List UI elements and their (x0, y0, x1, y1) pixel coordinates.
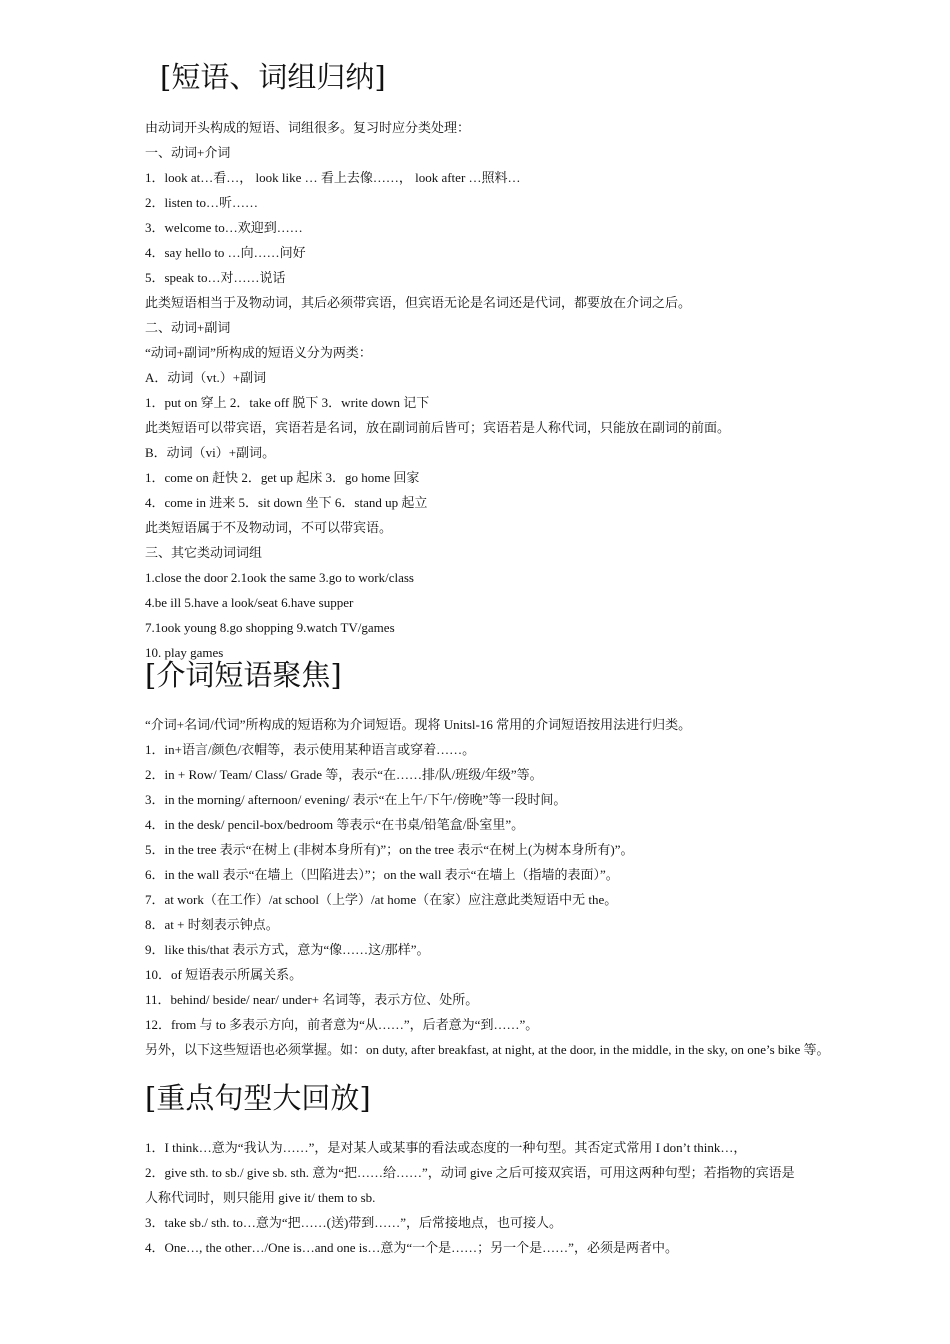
text-line: “动词+副词”所构成的短语义分为两类： (145, 345, 372, 360)
text-line: 3．welcome to…欢迎到…… (145, 220, 303, 235)
text-line: 6．in the wall 表示“在墙上（凹陷进去）”；on the wall 表示“在墙上（指墙的表面）”。 (145, 867, 619, 882)
text-line: 此类短语可以带宾语，宾语若是名词，放在副词前后皆可；宾语若是人称代词，只能放在副词的前面。 (145, 420, 731, 435)
section-title-sentence-patterns: [重点句型大回放] (145, 1081, 371, 1115)
text-line: 11．behind/ beside/ near/ under+ 名词等，表示方位、处所。 (145, 992, 479, 1007)
text-line: 10. play games (145, 645, 224, 660)
text-line: B．动词（vi）+副词。 (145, 445, 276, 460)
text-line: 10．of 短语表示所属关系。 (145, 967, 303, 982)
text-line: 5．speak to…对……说话 (145, 270, 286, 285)
text-line: 4.be ill 5.have a look/seat 6.have supper (145, 595, 354, 610)
text-line: 4．say hello to …向……问好 (145, 245, 306, 260)
text-line: 4．One…, the other…/One is…and one is…意为“一个是……；另一个是……”，必须是两者中。 (145, 1240, 678, 1255)
text-paragraph: 另外，以下这些短语也必须掌握。如：on duty, after breakfast, at night, at the door, in the middle, in the sky, on one’s bike 等。 (145, 1042, 830, 1057)
text-line: 7．at work（在工作）/at school（上学）/at home（在家）应注意此类短语中无 the。 (145, 892, 618, 907)
text-line: 8．at + 时刻表示钟点。 (145, 917, 279, 932)
text-line: 1．I think…意为“我认为……”，是对某人或某事的看法或态度的一种句型。其否定式常用 I don’t think…， (145, 1140, 747, 1155)
text-line: 2．give sth. to sb./ give sb. sth. 意为“把……给……”，动词 give 之后可接双宾语，可用这两种句型；若指物的宾语是 (145, 1165, 795, 1180)
text-line: 4．in the desk/ pencil-box/bedroom 等表示“在书桌/铅笔盒/卧室里”。 (145, 817, 525, 832)
text-line: 1．look at…看…， look like … 看上去像……， look after …照料… (145, 170, 521, 185)
text-line: 1．come on 赶快 2．get up 起床 3．go home 回家 (145, 470, 420, 485)
text-line: 一、动词+介词 (145, 145, 231, 160)
text-line: 9．like this/that 表示方式，意为“像……这/那样”。 (145, 942, 430, 957)
text-line: 二、动词+副词 (145, 320, 231, 335)
text-line: 由动词开头构成的短语、词组很多。复习时应分类处理： (145, 120, 471, 135)
text-line: 3．take sb./ sth. to…意为“把……(送)带到……”，后常接地点，也可接人。 (145, 1215, 563, 1230)
text-line: 1．in+语言/颜色/衣帽等，表示使用某种语言或穿着……。 (145, 742, 476, 757)
text-line: 人称代词时，则只能用 give it/ them to sb. (145, 1190, 376, 1205)
text-line: 2．in + Row/ Team/ Class/ Grade 等，表示“在……排/队/班级/年级”等。 (145, 767, 543, 782)
phrases-block (145, 115, 867, 665)
text-line: 4．come in 进来 5．sit down 坐下 6．stand up 起立 (145, 495, 428, 510)
text-line: 1.close the door 2.1ook the same 3.go to work/class (145, 570, 414, 585)
text-line: 1．put on 穿上 2．take off 脱下 3．write down 记下 (145, 395, 430, 410)
text-line: 7.1ook young 8.go shopping 9.watch TV/games (145, 620, 395, 635)
prepositional-block (145, 712, 867, 1062)
sentence-patterns-block (145, 1135, 867, 1260)
text-line: 此类短语相当于及物动词，其后必须带宾语，但宾语无论是名词还是代词，都要放在介词之后。 (145, 295, 692, 310)
text-line: “介词+名词/代词”所构成的短语称为介词短语。现将 Unitsl-16 常用的介词短语按用法进行归类。 (145, 717, 692, 732)
text-line: 12．from 与 to 多表示方向，前者意为“从……”，后者意为“到……”。 (145, 1017, 539, 1032)
section-title-prepositional: [介词短语聚焦] (145, 658, 342, 692)
text-line: 3．in the morning/ afternoon/ evening/ 表示“在上午/下午/傍晚”等一段时间。 (145, 792, 567, 807)
text-line: 5．in the tree 表示“在树上 (非树本身所有)”；on the tree 表示“在树上(为树本身所有)”。 (145, 842, 634, 857)
section-title-phrases: [短语、词组归纳] (160, 60, 386, 94)
text-line: 三、其它类动词词组 (145, 545, 263, 560)
text-line: A．动词（vt.）+副词 (145, 370, 267, 385)
text-line: 此类短语属于不及物动词，不可以带宾语。 (145, 520, 393, 535)
text-line: 2．listen to…听…… (145, 195, 259, 210)
